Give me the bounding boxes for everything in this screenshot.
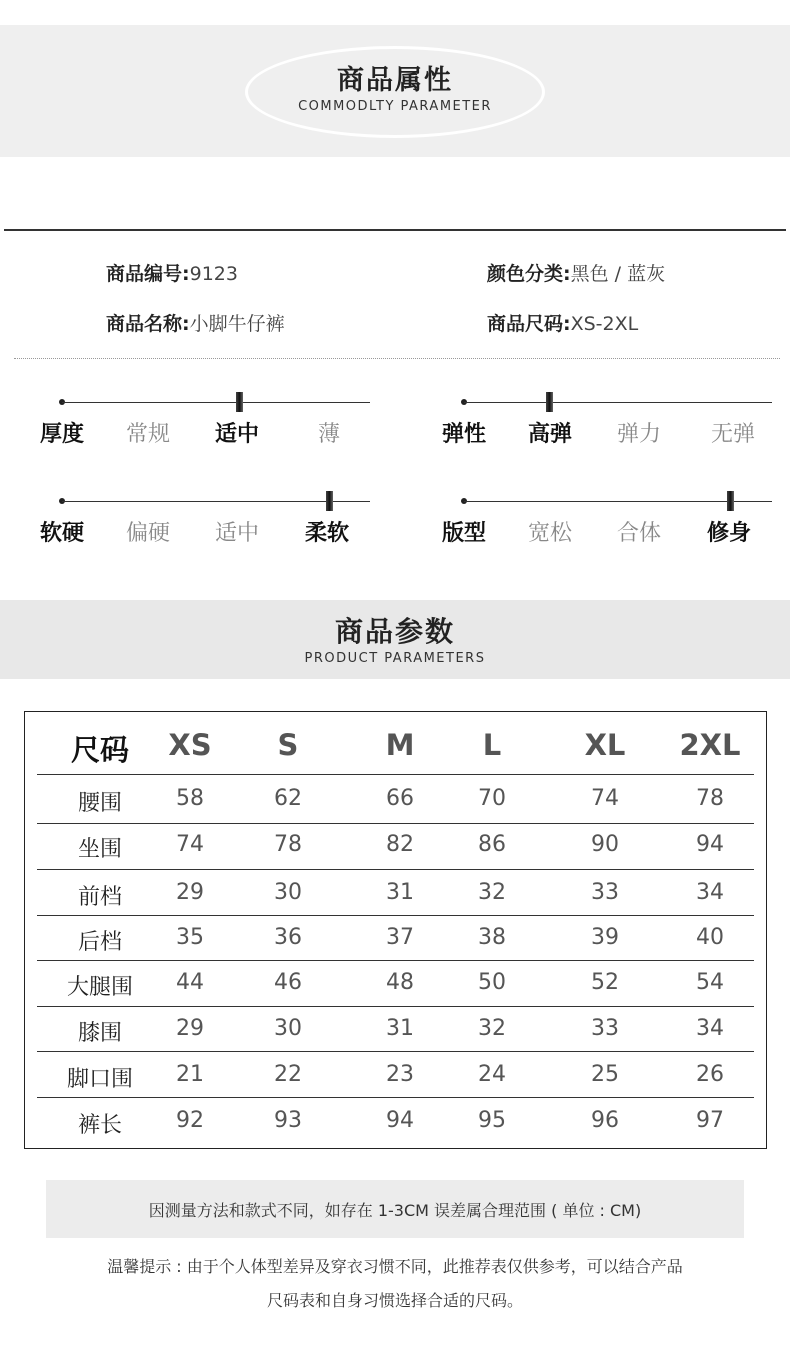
slider-option-selected: 适中 [214, 422, 259, 447]
table-cell: 94 [696, 832, 724, 857]
table-cell: 34 [696, 880, 724, 905]
info-key: 商品编号: [106, 263, 190, 285]
table-cell: 95 [478, 1108, 506, 1133]
table-cell: 30 [274, 880, 302, 905]
info-item-name [106, 309, 285, 336]
slider-marker [326, 491, 333, 511]
table-row-divider [37, 1097, 754, 1098]
table-row-label: 腰围 [77, 791, 122, 816]
slider-category: 厚度 [39, 422, 84, 447]
info-value: 9123 [189, 263, 238, 285]
table-cell: 29 [176, 880, 204, 905]
table-cell: 34 [696, 1016, 724, 1041]
table-header-size: M [385, 728, 415, 762]
table-cell: 36 [274, 925, 302, 950]
table-cell: 52 [591, 970, 619, 995]
table-cell: 50 [478, 970, 506, 995]
slider-category: 弹性 [441, 422, 486, 447]
table-cell: 25 [591, 1062, 619, 1087]
table-cell: 26 [696, 1062, 724, 1087]
table-row-label: 后档 [77, 930, 122, 955]
info-item-number [106, 259, 238, 286]
table-row-label: 大腿围 [66, 975, 133, 1000]
table-cell: 31 [386, 880, 414, 905]
info-key: 商品名称: [106, 313, 190, 335]
measure-note: 因测量方法和款式不同，如存在 1-3CM 误差属合理范围 ( 单位 : CM) [148, 1201, 642, 1220]
param-section-subtitle: PRODUCT PARAMETERS [304, 651, 486, 666]
table-cell: 46 [274, 970, 302, 995]
slider-marker [546, 392, 553, 412]
table-cell: 21 [176, 1062, 204, 1087]
slider-option: 弹力 [616, 422, 661, 447]
table-cell: 39 [591, 925, 619, 950]
table-cell: 74 [591, 786, 619, 811]
info-value: 小脚牛仔裤 [189, 313, 285, 335]
table-row-divider [37, 1051, 754, 1052]
table-row-divider [37, 915, 754, 916]
slider-option: 适中 [214, 521, 259, 546]
table-row-divider [37, 960, 754, 961]
info-key: 商品尺码: [487, 313, 571, 335]
table-header-label: 尺码 [70, 733, 129, 767]
slider-category: 版型 [441, 521, 486, 546]
attr-section-subtitle: COMMODLTY PARAMETER [298, 99, 492, 114]
info-key: 颜色分类: [487, 263, 571, 285]
param-section-title: 商品参数 [334, 615, 455, 648]
slider-marker [727, 491, 734, 511]
section-divider [4, 229, 786, 231]
info-value: 黑色 / 蓝灰 [570, 263, 666, 285]
table-cell: 40 [696, 925, 724, 950]
slider-option: 合体 [616, 521, 661, 546]
slider-option: 常规 [125, 422, 170, 447]
table-cell: 23 [386, 1062, 414, 1087]
table-cell: 78 [696, 786, 724, 811]
slider-track [62, 402, 370, 403]
slider-option-selected: 柔软 [304, 521, 349, 546]
table-cell: 74 [176, 832, 204, 857]
table-cell: 66 [386, 786, 414, 811]
table-cell: 54 [696, 970, 724, 995]
info-item-color [487, 259, 665, 286]
table-row-divider [37, 1006, 754, 1007]
table-row-label: 前档 [77, 885, 122, 910]
slider-option: 宽松 [527, 521, 572, 546]
tip-line-2: 尺码表和自身习惯选择合适的尺码。 [266, 1291, 523, 1310]
table-row-label: 脚口围 [66, 1067, 133, 1092]
table-cell: 32 [478, 880, 506, 905]
table-row-label: 裤长 [77, 1113, 122, 1138]
slider-option: 偏硬 [125, 521, 170, 546]
slider-track [62, 501, 370, 502]
table-cell: 29 [176, 1016, 204, 1041]
table-header-size: XL [584, 728, 626, 762]
slider-track [464, 402, 772, 403]
table-cell: 92 [176, 1108, 204, 1133]
table-cell: 82 [386, 832, 414, 857]
table-row-label: 膝围 [77, 1021, 122, 1046]
dotted-divider [14, 358, 780, 359]
table-header-size: L [482, 728, 502, 762]
slider-category: 软硬 [39, 521, 84, 546]
table-cell: 90 [591, 832, 619, 857]
table-row-label: 坐围 [77, 837, 122, 862]
table-cell: 62 [274, 786, 302, 811]
table-row-divider [37, 774, 754, 775]
table-cell: 30 [274, 1016, 302, 1041]
table-cell: 96 [591, 1108, 619, 1133]
table-cell: 48 [386, 970, 414, 995]
table-cell: 86 [478, 832, 506, 857]
table-cell: 37 [386, 925, 414, 950]
table-row-divider [37, 823, 754, 824]
table-cell: 44 [176, 970, 204, 995]
table-cell: 70 [478, 786, 506, 811]
table-cell: 38 [478, 925, 506, 950]
table-cell: 31 [386, 1016, 414, 1041]
table-cell: 24 [478, 1062, 506, 1087]
table-header-size: 2XL [679, 728, 741, 762]
slider-option: 薄 [317, 422, 340, 447]
table-cell: 33 [591, 880, 619, 905]
slider-option: 无弹 [710, 422, 755, 447]
tip-line-1: 温馨提示 : 由于个人体型差异及穿衣习惯不同，此推荐表仅供参考，可以结合产品 [107, 1257, 683, 1276]
table-cell: 97 [696, 1108, 724, 1133]
table-row-divider [37, 869, 754, 870]
table-cell: 58 [176, 786, 204, 811]
table-cell: 93 [274, 1108, 302, 1133]
table-cell: 33 [591, 1016, 619, 1041]
slider-track [464, 501, 772, 502]
table-cell: 78 [274, 832, 302, 857]
table-cell: 35 [176, 925, 204, 950]
table-cell: 22 [274, 1062, 302, 1087]
info-value: XS-2XL [570, 313, 639, 335]
slider-marker [236, 392, 243, 412]
slider-option-selected: 修身 [706, 521, 751, 546]
table-header-size: XS [168, 728, 212, 762]
table-cell: 94 [386, 1108, 414, 1133]
table-header-size: S [277, 728, 299, 762]
table-cell: 32 [478, 1016, 506, 1041]
slider-option-selected: 高弹 [527, 422, 572, 447]
info-item-size [487, 309, 638, 336]
attr-section-title: 商品属性 [337, 65, 453, 96]
